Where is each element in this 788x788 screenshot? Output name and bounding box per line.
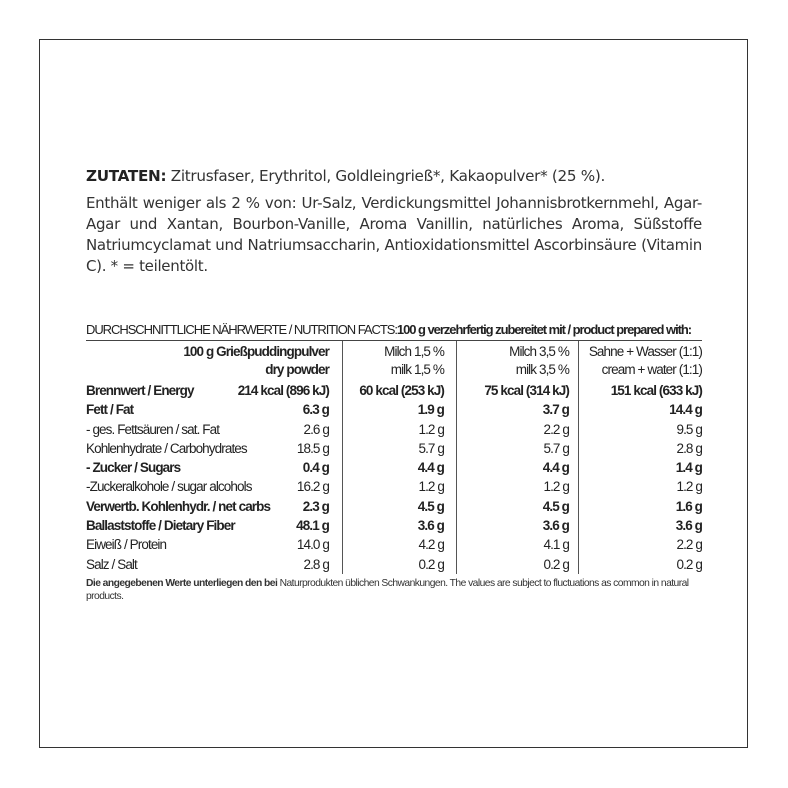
- ingredients-label: ZUTATEN:: [86, 167, 167, 185]
- ingredients-section: [86, 166, 702, 277]
- footnote-bold: Die angegebenen Werte unterliegen den bei: [86, 577, 278, 589]
- nutrient-label: Ballaststoffe / Dietary Fiber: [86, 518, 235, 534]
- nutrient-value: 151 kcal (633 kJ): [610, 383, 702, 398]
- col-header-milk15-line2: milk 1,5 %: [390, 362, 444, 377]
- nutrient-value: 1.2 g: [543, 479, 569, 495]
- col-header-cream-line2: cream + water (1:1): [601, 362, 702, 377]
- col-header-milk35-line2: milk 3,5 %: [515, 362, 569, 377]
- nutrient-label: Salz / Salt: [86, 556, 137, 572]
- nutrition-row: [86, 439, 702, 458]
- nutrition-row: [86, 555, 702, 574]
- nutrient-label: Fett / Fat: [86, 402, 134, 418]
- nutrient-value: 0.2 g: [543, 556, 569, 572]
- nutrition-row: [86, 497, 702, 516]
- footnote-rest: Naturprodukten üblichen Schwankungen. The values are subject to fluctuations as common in natural products.: [86, 577, 689, 602]
- nutrition-row: [86, 420, 702, 439]
- nutrient-value: 9.5 g: [676, 421, 702, 437]
- nutrient-value: 3.6 g: [417, 518, 444, 534]
- col-header-milk15-line1: Milch 1,5 %: [384, 344, 444, 359]
- col-header-powder-line2: dry powder: [265, 362, 329, 377]
- ingredients-heading: [86, 166, 702, 187]
- nutrition-row: [86, 400, 702, 419]
- ingredients-main: Zitrusfaser, Erythritol, Goldleingrieß*, Kakaopulver* (25 %).: [170, 167, 606, 185]
- nutrient-value: 2.2 g: [543, 421, 569, 437]
- nutrient-value: 3.6 g: [675, 518, 702, 534]
- nutrition-row: [86, 458, 702, 477]
- nutrient-value: 14.0 g: [296, 537, 329, 553]
- nutrient-value: 1.2 g: [418, 479, 444, 495]
- nutrient-value: 0.4 g: [302, 460, 329, 476]
- nutrient-value: 3.7 g: [542, 402, 569, 418]
- nutrient-label: Eiweiß / Protein: [86, 537, 167, 553]
- col-header-powder-line1: 100 g Grießpuddingpulver: [183, 344, 329, 359]
- nutrient-value: 4.4 g: [417, 460, 444, 476]
- ingredients-extra: Enthält weniger als 2 % von: Ur-Salz, Verdickungsmittel Johannisbrotkernmehl, Agar-Agar und Xantan, Bourbon-Vanille, Aroma Vanillin, natürliches Aroma, Süßstoffe Natriumcyclamat und Natriumsaccharin, Antioxidationsmittel Ascorbinsäure (Vitamin C). * = teilentölt.: [86, 194, 702, 275]
- nutrient-value: 1.6 g: [675, 498, 702, 514]
- nutrient-label: - Zucker / Sugars: [86, 460, 181, 476]
- nutrient-label: Verwertb. Kohlenhydr. / net carbs: [86, 498, 271, 514]
- nutrient-value: 4.5 g: [417, 498, 444, 514]
- nutrient-value: 2.2 g: [676, 537, 702, 553]
- nutrient-label: Kohlenhydrate / Carbohydrates: [86, 440, 247, 456]
- nutrient-value: 5.7 g: [418, 440, 444, 456]
- nutrient-value: 0.2 g: [418, 556, 444, 572]
- nutrient-value: 3.6 g: [542, 518, 569, 534]
- nutrient-value: 2.3 g: [302, 498, 329, 514]
- nutrient-value: 2.6 g: [303, 421, 329, 437]
- nutrient-label: Brennwert / Energy: [86, 383, 194, 398]
- nutrient-value: 48.1 g: [296, 518, 329, 534]
- nutrient-value: 75 kcal (314 kJ): [484, 383, 569, 398]
- nutrient-value: 0.2 g: [676, 556, 702, 572]
- nutrient-value: 16.2 g: [296, 479, 329, 495]
- nutrient-value: 2.8 g: [303, 556, 329, 572]
- nutrient-label: - ges. Fettsäuren / sat. Fat: [86, 421, 220, 437]
- nutrient-label: -Zuckeralkohole / sugar alcohols: [86, 479, 252, 495]
- nutrition-row: [86, 516, 702, 535]
- nutrition-table: [86, 322, 702, 603]
- nutrient-value: 18.5 g: [296, 440, 329, 456]
- col-header-cream-line1: Sahne + Wasser (1:1): [588, 344, 702, 359]
- nutrient-value: 4.5 g: [542, 498, 569, 514]
- nutrition-heading: [86, 322, 702, 341]
- nutrient-value: 4.1 g: [543, 537, 569, 553]
- nutrition-heading-label: DURCHSCHNITTLICHE NÄHRWERTE / NUTRITION FACTS:: [86, 322, 397, 337]
- nutrient-value: 1.2 g: [418, 421, 444, 437]
- nutrition-row: [86, 535, 702, 554]
- nutrient-value: 2.8 g: [676, 440, 702, 456]
- nutrition-row: [86, 477, 702, 496]
- nutrient-value: 214 kcal (896 kJ): [237, 383, 329, 398]
- nutrient-value: 14.4 g: [669, 402, 702, 418]
- nutrient-value: 4.2 g: [418, 537, 444, 553]
- nutrient-value: 4.4 g: [542, 460, 569, 476]
- nutrient-value: 1.4 g: [675, 460, 702, 476]
- nutrition-footnote: [86, 577, 702, 603]
- nutrient-value: 5.7 g: [543, 440, 569, 456]
- col-header-milk35-line1: Milch 3,5 %: [509, 344, 569, 359]
- nutrient-value: 1.2 g: [676, 479, 702, 495]
- column-header-row: [86, 341, 702, 381]
- nutrient-value: 6.3 g: [302, 402, 329, 418]
- nutrition-row: [86, 381, 702, 400]
- nutrient-value: 1.9 g: [417, 402, 444, 418]
- nutrition-rows: [86, 381, 702, 574]
- nutrient-value: 60 kcal (253 kJ): [359, 383, 444, 398]
- nutrition-heading-prepared: 100 g verzehrfertig zubereitet mit / product prepared with:: [396, 322, 692, 337]
- nutrition-grid: [86, 341, 702, 574]
